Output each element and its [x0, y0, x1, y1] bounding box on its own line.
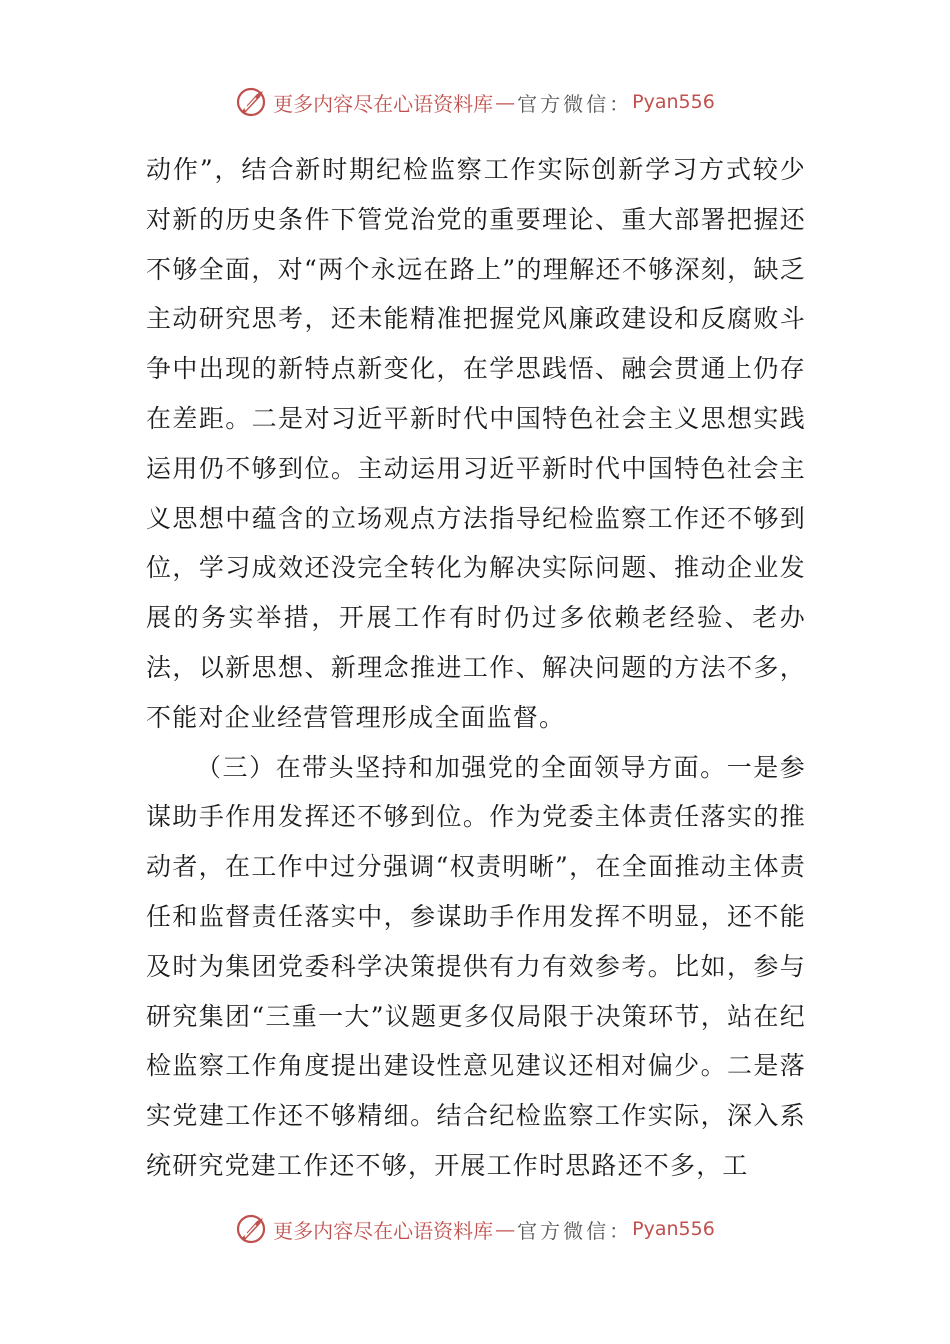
- document-body: [146, 145, 806, 1191]
- banner-official-label: 官方微信：: [517, 91, 633, 116]
- footer-watermark-banner: [0, 1209, 950, 1249]
- banner-brand-text: 更多内容尽在心语资料库: [273, 1218, 494, 1243]
- banner-dash: —: [495, 1217, 516, 1241]
- paragraph-section-three: （三）在带头坚持和加强党的全面领导方面。一是参谋助手作用发挥还不够到位。作为党委主体责任落实的推动者，在工作中过分强调“权责明晰”，在全面推动主体责任和监督责任落实中，参谋助手作用发挥不明显，还不能及时为集团党委科学决策提供有力有效参考。比如，参与研究集团“三重一大”议题更多仅局限于决策环节，站在纪检监察工作角度提出建设性意见建议还相对偏少。二是落实党建工作还不够精细。结合纪检监察工作实际，深入系统研究党建工作还不够，开展工作时思路还不多，工: [146, 752, 806, 1180]
- pen-nib-circle-icon: [235, 1212, 269, 1246]
- header-watermark-banner: [0, 82, 950, 122]
- banner-wechat-id: Pyan556: [632, 1218, 715, 1240]
- banner-wechat-id: Pyan556: [632, 91, 715, 113]
- banner-official-label: 官方微信：: [517, 1218, 633, 1243]
- banner-brand-text: 更多内容尽在心语资料库: [273, 91, 494, 116]
- banner-dash: —: [495, 90, 516, 114]
- paragraph-continued: 动作”，结合新时期纪检监察工作实际创新学习方式较少对新的历史条件下管党治党的重要理论、重大部署把握还不够全面，对“两个永远在路上”的理解还不够深刻，缺乏主动研究思考，还未能精准把握党风廉政建设和反腐败斗争中出现的新特点新变化，在学思践悟、融会贯通上仍存在差距。二是对习近平新时代中国特色社会主义思想实践运用仍不够到位。主动运用习近平新时代中国特色社会主义思想中蕴含的立场观点方法指导纪检监察工作还不够到位，学习成效还没完全转化为解决实际问题、推动企业发展的务实举措，开展工作有时仍过多依赖老经验、老办法，以新思想、新理念推进工作、解决问题的方法不多，不能对企业经营管理形成全面监督。: [146, 155, 806, 732]
- pen-nib-circle-icon: [235, 85, 269, 119]
